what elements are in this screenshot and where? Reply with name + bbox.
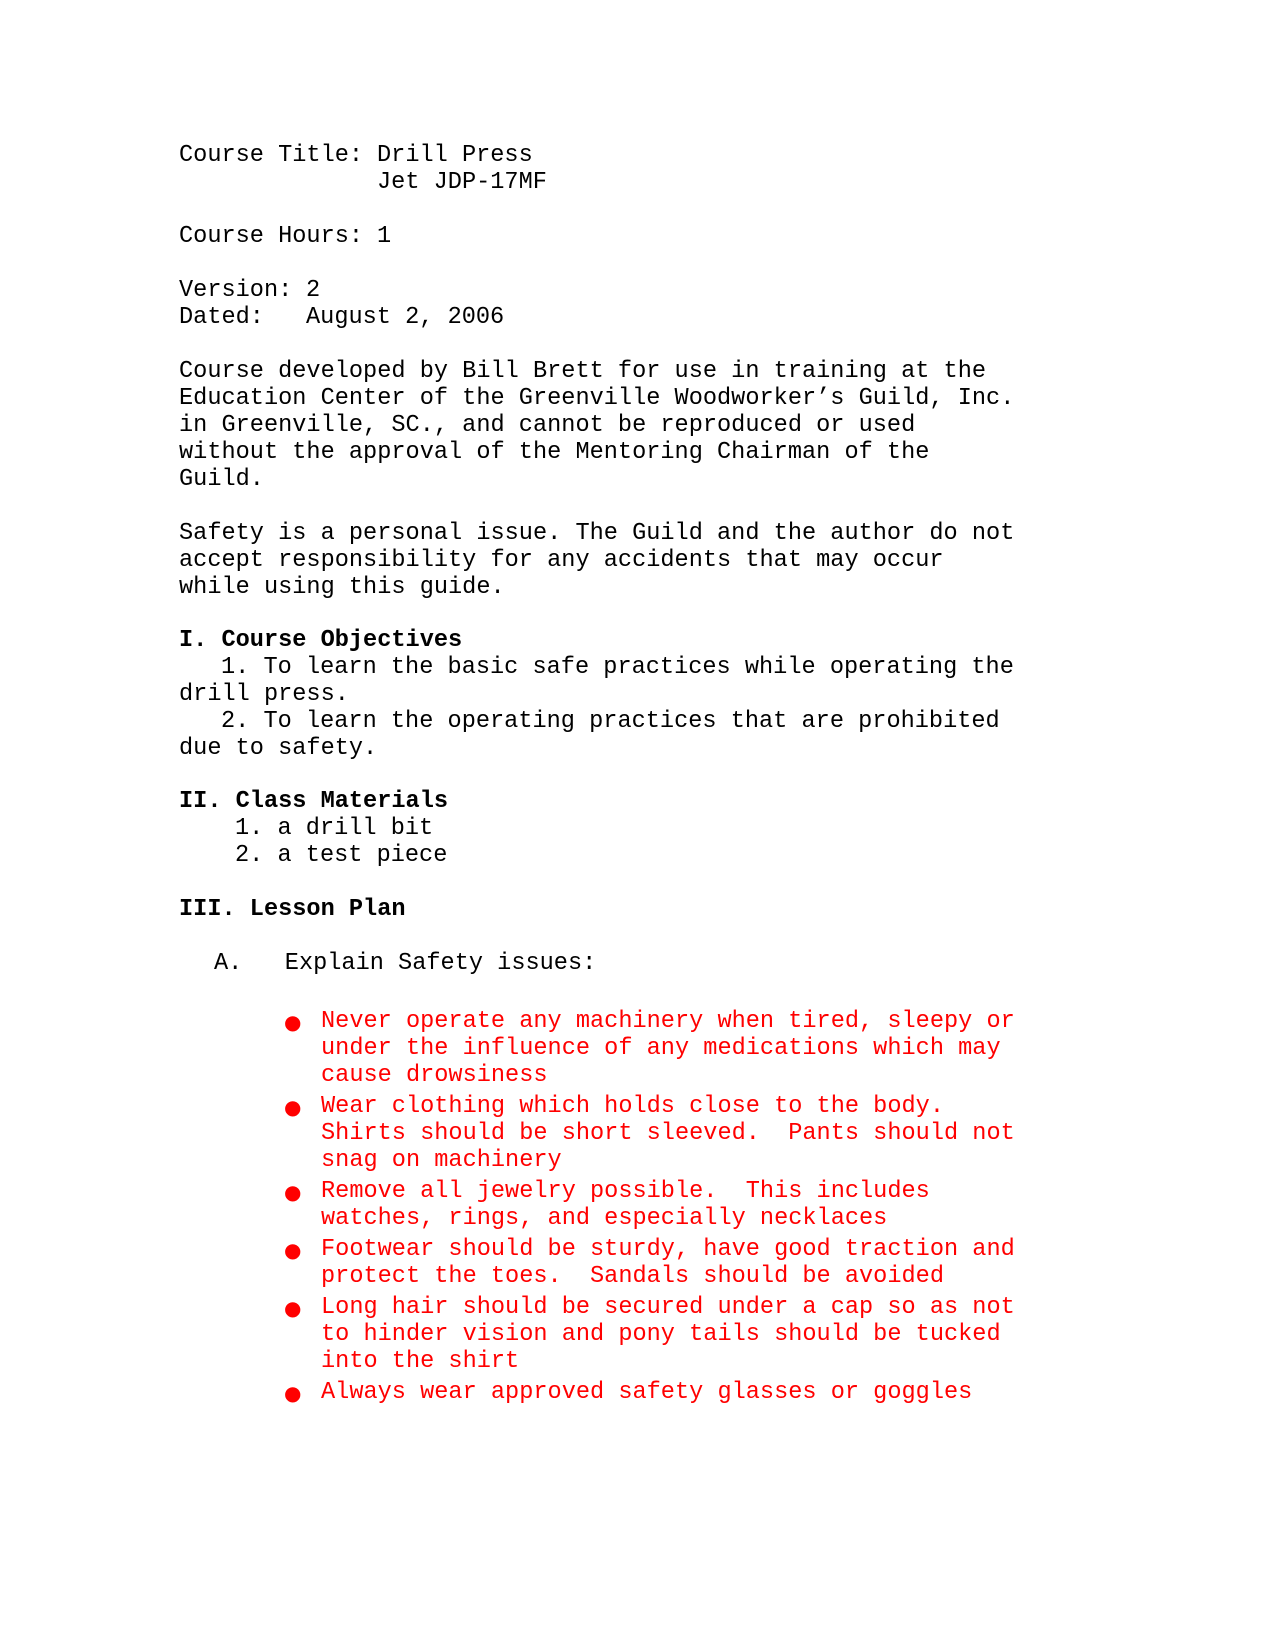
safety-bullet-line: watches, rings, and especially necklaces <box>321 1205 888 1232</box>
objectives-heading: I. Course Objectives <box>179 627 463 654</box>
notice-line: without the approval of the Mentoring Chairman of the <box>179 439 930 466</box>
bullet-dot-icon: ● <box>284 1381 302 1405</box>
material-item: 1. a drill bit <box>235 815 434 842</box>
dated-label: Dated: <box>179 304 264 331</box>
notice-line: Guild. <box>179 466 264 493</box>
objective-line: 1. To learn the basic safe practices while operating the <box>221 654 1014 681</box>
version-label: Version: <box>179 277 293 304</box>
disclaimer-line: Safety is a personal issue. The Guild and the author do not <box>179 520 1015 547</box>
safety-bullet-line: under the influence of any medications which may <box>321 1035 1001 1062</box>
safety-bullet-line: protect the toes. Sandals should be avoided <box>321 1263 944 1290</box>
objective-line: 2. To learn the operating practices that are prohibited <box>221 708 1000 735</box>
safety-bullet-line: cause drowsiness <box>321 1062 548 1089</box>
course-title-line1: Drill Press <box>377 142 533 169</box>
lesson-sub-a: A. Explain Safety issues: <box>214 950 597 977</box>
materials-heading: II. Class Materials <box>179 788 449 815</box>
safety-bullet-line: Remove all jewelry possible. This includes <box>321 1178 930 1205</box>
safety-bullet-line: Never operate any machinery when tired, sleepy or <box>321 1008 1015 1035</box>
course-hours-label: Course Hours: <box>179 223 364 250</box>
bullet-dot-icon: ● <box>284 1296 302 1320</box>
disclaimer-line: while using this guide. <box>179 574 505 601</box>
safety-bullet-line: to hinder vision and pony tails should be tucked <box>321 1321 1001 1348</box>
material-item: 2. a test piece <box>235 842 448 869</box>
notice-line: Course developed by Bill Brett for use in training at the <box>179 358 987 385</box>
safety-bullet-line: Always wear approved safety glasses or goggles <box>321 1379 973 1406</box>
dated-value: August 2, 2006 <box>306 304 505 331</box>
safety-bullet-line: Footwear should be sturdy, have good traction and <box>321 1236 1015 1263</box>
safety-bullet-line: Shirts should be short sleeved. Pants should not <box>321 1120 1015 1147</box>
lesson-heading: III. Lesson Plan <box>179 896 406 923</box>
bullet-dot-icon: ● <box>284 1238 302 1262</box>
course-title-line2: Jet JDP-17MF <box>377 169 547 196</box>
bullet-dot-icon: ● <box>284 1010 302 1034</box>
bullet-dot-icon: ● <box>284 1095 302 1119</box>
objective-line: due to safety. <box>179 735 378 762</box>
version-value: 2 <box>306 277 321 304</box>
safety-bullet-line: Wear clothing which holds close to the body. <box>321 1093 944 1120</box>
safety-bullet-line: Long hair should be secured under a cap so as not <box>321 1294 1015 1321</box>
course-title-label: Course Title: <box>179 142 364 169</box>
safety-bullet-line: snag on machinery <box>321 1147 562 1174</box>
course-hours-value: 1 <box>377 223 392 250</box>
disclaimer-line: accept responsibility for any accidents that may occur <box>179 547 944 574</box>
notice-line: in Greenville, SC., and cannot be reproduced or used <box>179 412 916 439</box>
bullet-dot-icon: ● <box>284 1180 302 1204</box>
notice-line: Education Center of the Greenville Woodworker’s Guild, Inc. <box>179 385 1015 412</box>
safety-bullet-line: into the shirt <box>321 1348 520 1375</box>
objective-line: drill press. <box>179 681 349 708</box>
